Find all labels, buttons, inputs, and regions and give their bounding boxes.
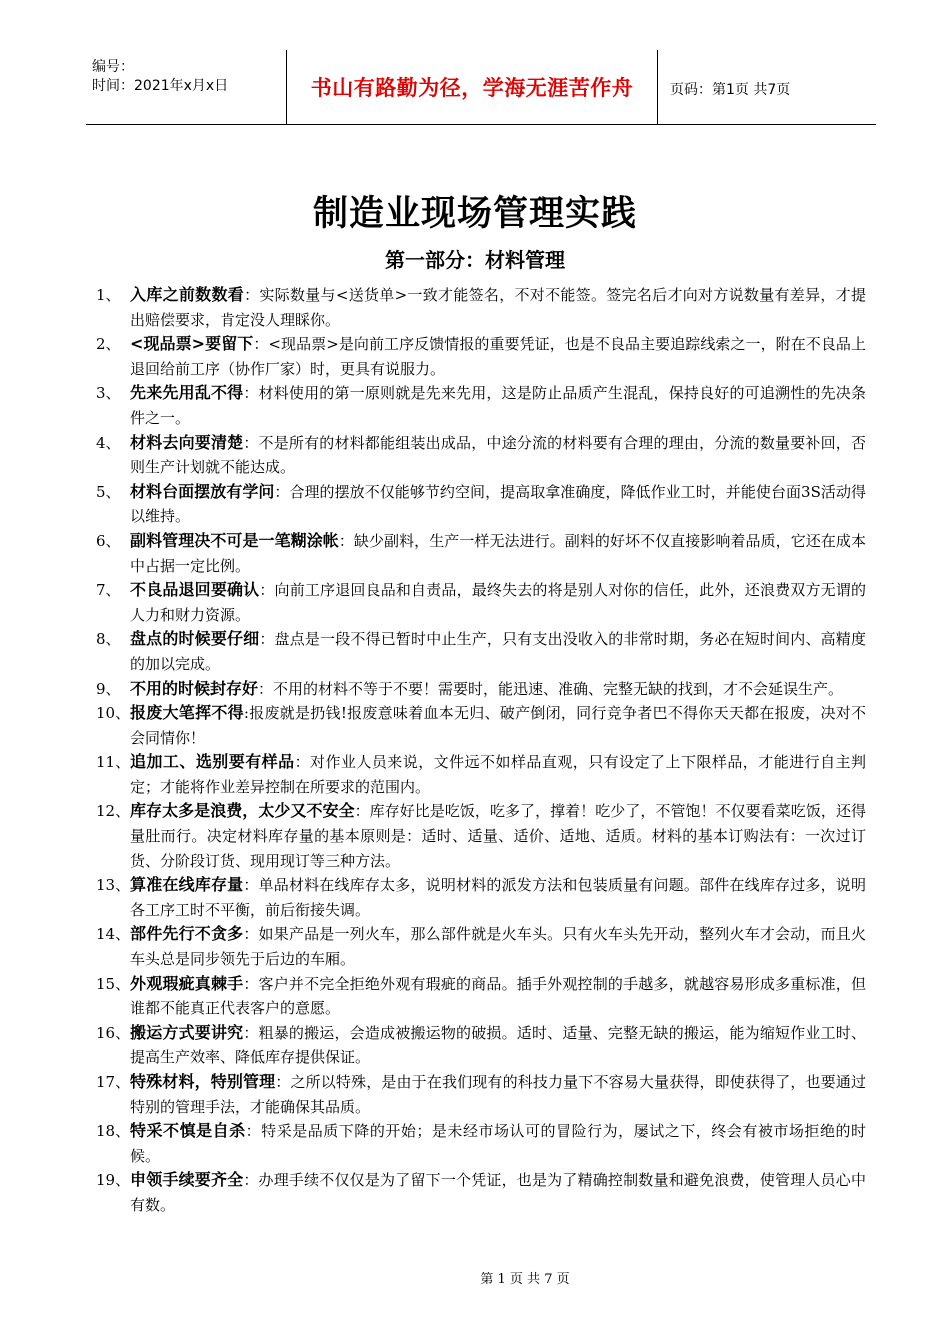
item-heading: 副料管理决不可是一笔糊涂帐 (130, 530, 339, 550)
item-body (130, 1168, 866, 1217)
item-text: ：单品材料在线库存太多，说明材料的派发方法和包装质量有问题。部件在线库存过多，说明各工序工时不平衡，前后衔接失调。 (130, 876, 866, 919)
item-heading: 材料去向要清楚 (130, 432, 244, 452)
item-body (130, 873, 866, 922)
item-number: 1、 (96, 286, 121, 304)
list-item (96, 480, 866, 529)
item-number: 8、 (96, 630, 121, 649)
item-body (130, 799, 866, 873)
item-number: 2、 (96, 335, 121, 354)
list-item (96, 922, 866, 971)
doc-number-label: 编号： (92, 59, 134, 75)
list-item (96, 873, 866, 922)
item-heading: 库存太多是浪费，太少又不安全 (130, 801, 355, 821)
item-body (130, 701, 866, 750)
page-footer (0, 1268, 950, 1287)
item-body (130, 677, 866, 702)
item-heading: 申领手续要齐全 (130, 1170, 244, 1190)
item-number: 13、 (96, 876, 131, 895)
section-subtitle: 第一部分：材料管理 (385, 248, 565, 272)
item-heading: 不良品退回要确认 (130, 580, 260, 600)
item-body (130, 480, 866, 529)
item-text: ：之所以特殊，是由于在我们现有的科技力量下不容易大量获得，即使获得了，也要通过特别的管理手法，才能确保其品质。 (130, 1073, 866, 1116)
item-heading: 部件先行不贪多 (130, 924, 244, 944)
footer-page-number: 第 1 页 共 7 页 (480, 1272, 570, 1287)
item-number: 9、 (96, 679, 121, 698)
list-item (96, 1070, 866, 1119)
item-heading: 搬运方式要讲究 (130, 1022, 244, 1042)
list-item (96, 750, 866, 799)
item-text: ：缺少副料，生产一样无法进行。副料的好坏不仅直接影响着品质，它还在成本中占据一定比例。 (130, 531, 866, 575)
list-item (96, 332, 866, 381)
list-item (96, 677, 866, 702)
list-item (96, 529, 866, 578)
page-header (86, 50, 876, 125)
item-heading: 算准在线库存量 (130, 875, 244, 895)
header-motto-box (286, 50, 658, 124)
item-number: 15、 (96, 974, 131, 993)
item-body (130, 381, 866, 430)
list-item (96, 627, 866, 676)
item-text: ：合理的摆放不仅能够节约空间，提高取拿准确度，降低作业工时，并能使台面3S活动得以维持。 (130, 482, 866, 526)
item-body (130, 750, 866, 799)
item-text: ：办理手续不仅仅是为了留下一个凭证，也是为了精确控制数量和避免浪费，使管理人员心中有数。 (130, 1171, 866, 1214)
item-heading: 特采不慎是自杀 (130, 1121, 246, 1141)
item-number: 11、 (96, 753, 131, 772)
item-body (130, 578, 866, 627)
item-text: ：不用的材料不等于不要！需要时，能迅速、准确、完整无缺的找到，才不会延误生产。 (258, 679, 844, 698)
item-heading: <现品票>要留下 (130, 334, 254, 354)
item-text: ：对作业人员来说，文件远不如样品直观，只有设定了上下限样品，才能进行自主判定；才能将作业差异控制在所要求的范围内。 (130, 753, 866, 796)
item-heading: 外观瑕疵真棘手 (130, 973, 244, 993)
item-text: ：客户并不完全拒绝外观有瑕疵的商品。插手外观控制的手越多，就越容易形成多重标准，但谁都不能真正代表客户的意愿。 (130, 974, 866, 1018)
item-heading: 不用的时候封存好 (130, 678, 259, 698)
item-number: 7、 (96, 581, 121, 600)
item-text: ：实际数量与<送货单>一致才能签名，不对不能签。签完名后才向对方说数量有差异，才提出赔偿要求，肯定没人理睬你。 (130, 286, 866, 329)
item-number: 16、 (96, 1023, 131, 1042)
list-item (96, 1021, 866, 1070)
item-heading: 追加工、选别要有样品 (130, 752, 295, 772)
item-text: ：向前工序退回良品和自责品，最终失去的将是别人对你的信任，此外，还浪费双方无谓的人力和财力资源。 (130, 581, 866, 624)
item-body (130, 627, 866, 676)
item-heading: 材料台面摆放有学问 (130, 481, 275, 501)
item-number: 6、 (96, 531, 121, 550)
item-heading: 报废大笔挥不得 (130, 703, 244, 723)
item-body (130, 529, 866, 578)
item-body (130, 1070, 866, 1119)
list-item (96, 431, 866, 480)
item-body (130, 283, 866, 332)
item-number: 4、 (96, 433, 121, 452)
list-item (96, 1168, 866, 1217)
document-title: 制造业现场管理实践 (312, 194, 637, 234)
item-number: 3、 (96, 384, 121, 403)
list-item (96, 972, 866, 1021)
item-text: ：粗暴的搬运，会造成被搬运物的破损。适时、适量、完整无缺的搬运，能为缩短作业工时、提高生产效率、降低库存提供保证。 (130, 1023, 866, 1067)
item-number: 10、 (96, 704, 131, 723)
list-item (96, 381, 866, 430)
item-body (130, 1119, 866, 1168)
item-body (130, 332, 866, 381)
item-text: ：特采是品质下降的开始；是未经市场认可的冒险行为，屡试之下，终会有被市场拒绝的时候。 (130, 1122, 866, 1165)
item-number: 18、 (96, 1122, 131, 1141)
header-page-info: 页码：第1页 共7页 (670, 82, 791, 98)
item-text: ：材料使用的第一原则就是先来先用，这是防止品质产生混乱，保持良好的可追溯性的先决条件之一。 (130, 384, 866, 427)
item-heading: 入库之前数数看 (130, 285, 245, 304)
list-item (96, 1119, 866, 1168)
list-item (96, 283, 866, 332)
doc-date-label: 时间：2021年x月x日 (92, 78, 229, 94)
item-heading: 先来先用乱不得 (130, 383, 244, 403)
item-heading: 特殊材料，特别管理 (130, 1072, 276, 1091)
list-item (96, 701, 866, 750)
item-text: ：盘点是一段不得已暂时中止生产，只有支出没收入的非常时期，务必在短时间内、高精度的加以完成。 (130, 630, 866, 673)
item-heading: 盘点的时候要仔细 (130, 629, 260, 649)
item-text: :报废就是扔钱!报废意味着血本无归、破产倒闭，同行竞争者巴不得你天天都在报废，决对不会同情你！ (130, 704, 866, 747)
item-number: 17、 (96, 1073, 131, 1091)
item-text: ：<现品票>是向前工序反馈情报的重要凭证，也是不良品主要追踪线索之一，附在不良品上退回给前工序（协作厂家）时，更具有说服力。 (130, 335, 866, 378)
item-body (130, 922, 866, 971)
item-number: 5、 (96, 482, 121, 501)
item-number: 19、 (96, 1171, 131, 1190)
item-number: 12、 (96, 802, 131, 821)
item-text: ：不是所有的材料都能组装出成品，中途分流的材料要有合理的理由，分流的数量要补回，否则生产计划就不能达成。 (130, 433, 866, 477)
item-text: ：库存好比是吃饭，吃多了，撑着！吃少了，不管饱！不仅要看菜吃饭，还得量肚而行。决定材料库存量的基本原则是：适时、适量、适价、适地、适质。材料的基本订购法有：一次过订货、分阶段订货、现用现订等三种方法。 (130, 802, 866, 870)
header-motto: 书山有路勤为径，学海无涯苦作舟 (310, 76, 634, 100)
item-number: 14、 (96, 925, 131, 944)
item-text: ：如果产品是一列火车，那么部件就是火车头。只有火车头先开动，整列火车才会动，而且火车头总是同步领先于后边的车厢。 (130, 925, 866, 969)
item-body (130, 431, 866, 480)
material-management-list (96, 283, 866, 1218)
item-body (130, 972, 866, 1021)
item-body (130, 1021, 866, 1070)
header-meta (92, 58, 228, 96)
list-item (96, 578, 866, 627)
list-item (96, 799, 866, 873)
